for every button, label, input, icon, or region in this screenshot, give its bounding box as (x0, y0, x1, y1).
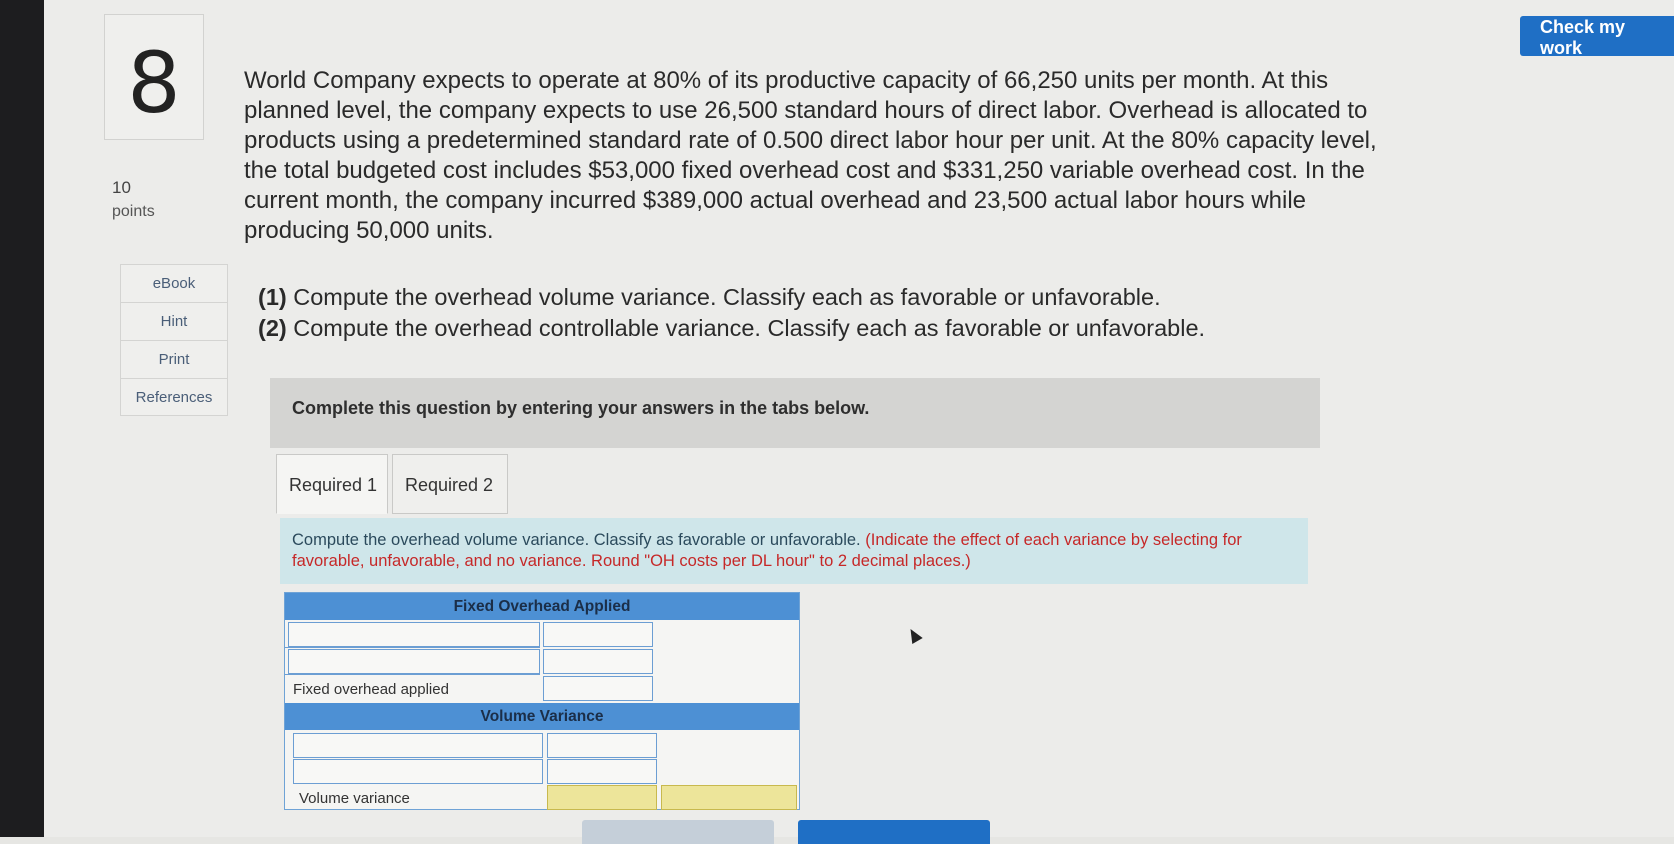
requirement-number: (2) (258, 315, 287, 341)
points-value: 10 (112, 178, 131, 197)
fixed-oh-row2-label-input[interactable] (288, 649, 540, 674)
fixed-overhead-applied-input[interactable] (543, 676, 653, 701)
points-label: points (112, 203, 155, 220)
side-menu (120, 264, 228, 416)
fixed-oh-row1-label-input[interactable] (288, 622, 540, 647)
prev-required-button[interactable] (582, 820, 774, 844)
requirement-text: Compute the overhead volume variance. Classify each as favorable or unfavorable. (286, 284, 1161, 310)
problem-statement (244, 66, 1444, 246)
volume-variance-amount-input[interactable] (547, 785, 657, 810)
volume-variance-worksheet (284, 592, 800, 810)
problem-line: products using a predetermined standard rate of 0.500 direct labor hour per unit. At the 80% capacity level, (244, 127, 1377, 154)
volume-row1-label-input[interactable] (293, 733, 543, 758)
instructions-note: (Indicate the effect of each variance by selecting for favorable, unfavorable, and no variance. Round "OH costs per DL hour" to 2 decimal places.) (292, 531, 1242, 570)
requirement-1 (258, 282, 1458, 313)
screen-bezel (0, 0, 44, 837)
volume-row2-label-input[interactable] (293, 759, 543, 784)
problem-line: planned level, the company expects to use 26,500 standard hours of direct labor. Overhead is allocated to (244, 97, 1368, 124)
next-required-button[interactable] (798, 820, 990, 844)
check-my-work-button[interactable]: Check my work (1520, 16, 1674, 56)
ebook-link[interactable]: eBook (120, 264, 228, 302)
instruction-text: Complete this question by entering your answers in the tabs below. (292, 398, 870, 418)
tab-instructions (280, 518, 1308, 584)
requirement-number: (1) (258, 284, 287, 310)
volume-variance-label: Volume variance (299, 790, 410, 807)
tab-required-2[interactable]: Required 2 (392, 454, 508, 514)
requirement-2 (258, 313, 1458, 344)
requirement-text: Compute the overhead controllable variance. Classify each as favorable or unfavorable. (286, 315, 1206, 341)
row-divider (285, 674, 540, 675)
volume-row1-amount-input[interactable] (547, 733, 657, 758)
problem-line: current month, the company incurred $389,000 actual overhead and 23,500 actual labor hours while (244, 187, 1307, 214)
hint-link[interactable]: Hint (120, 302, 228, 340)
fixed-oh-row1-amount-input[interactable] (543, 622, 653, 647)
print-link[interactable]: Print (120, 340, 228, 378)
tab-required-1[interactable]: Required 1 (276, 454, 388, 514)
fixed-oh-row2-amount-input[interactable] (543, 649, 653, 674)
row-divider (285, 647, 540, 648)
question-number: 8 (127, 34, 181, 132)
problem-line: the total budgeted cost includes $53,000 fixed overhead cost and $331,250 variable overhead cost. In the (244, 157, 1365, 184)
problem-line: World Company expects to operate at 80% of its productive capacity of 66,250 units per month. At this (244, 67, 1329, 94)
requirements-list (258, 282, 1458, 344)
volume-variance-header: Volume Variance (285, 703, 799, 730)
fixed-overhead-applied-header: Fixed Overhead Applied (285, 593, 799, 620)
instructions-main: Compute the overhead volume variance. Classify as favorable or unfavorable. (292, 531, 861, 549)
instruction-banner (270, 378, 1320, 448)
volume-row2-amount-input[interactable] (547, 759, 657, 784)
volume-variance-classification-select[interactable] (661, 785, 797, 810)
problem-line: producing 50,000 units. (244, 217, 494, 244)
references-link[interactable]: References (120, 378, 228, 416)
fixed-overhead-applied-label: Fixed overhead applied (293, 681, 449, 698)
question-number-box (104, 14, 204, 140)
